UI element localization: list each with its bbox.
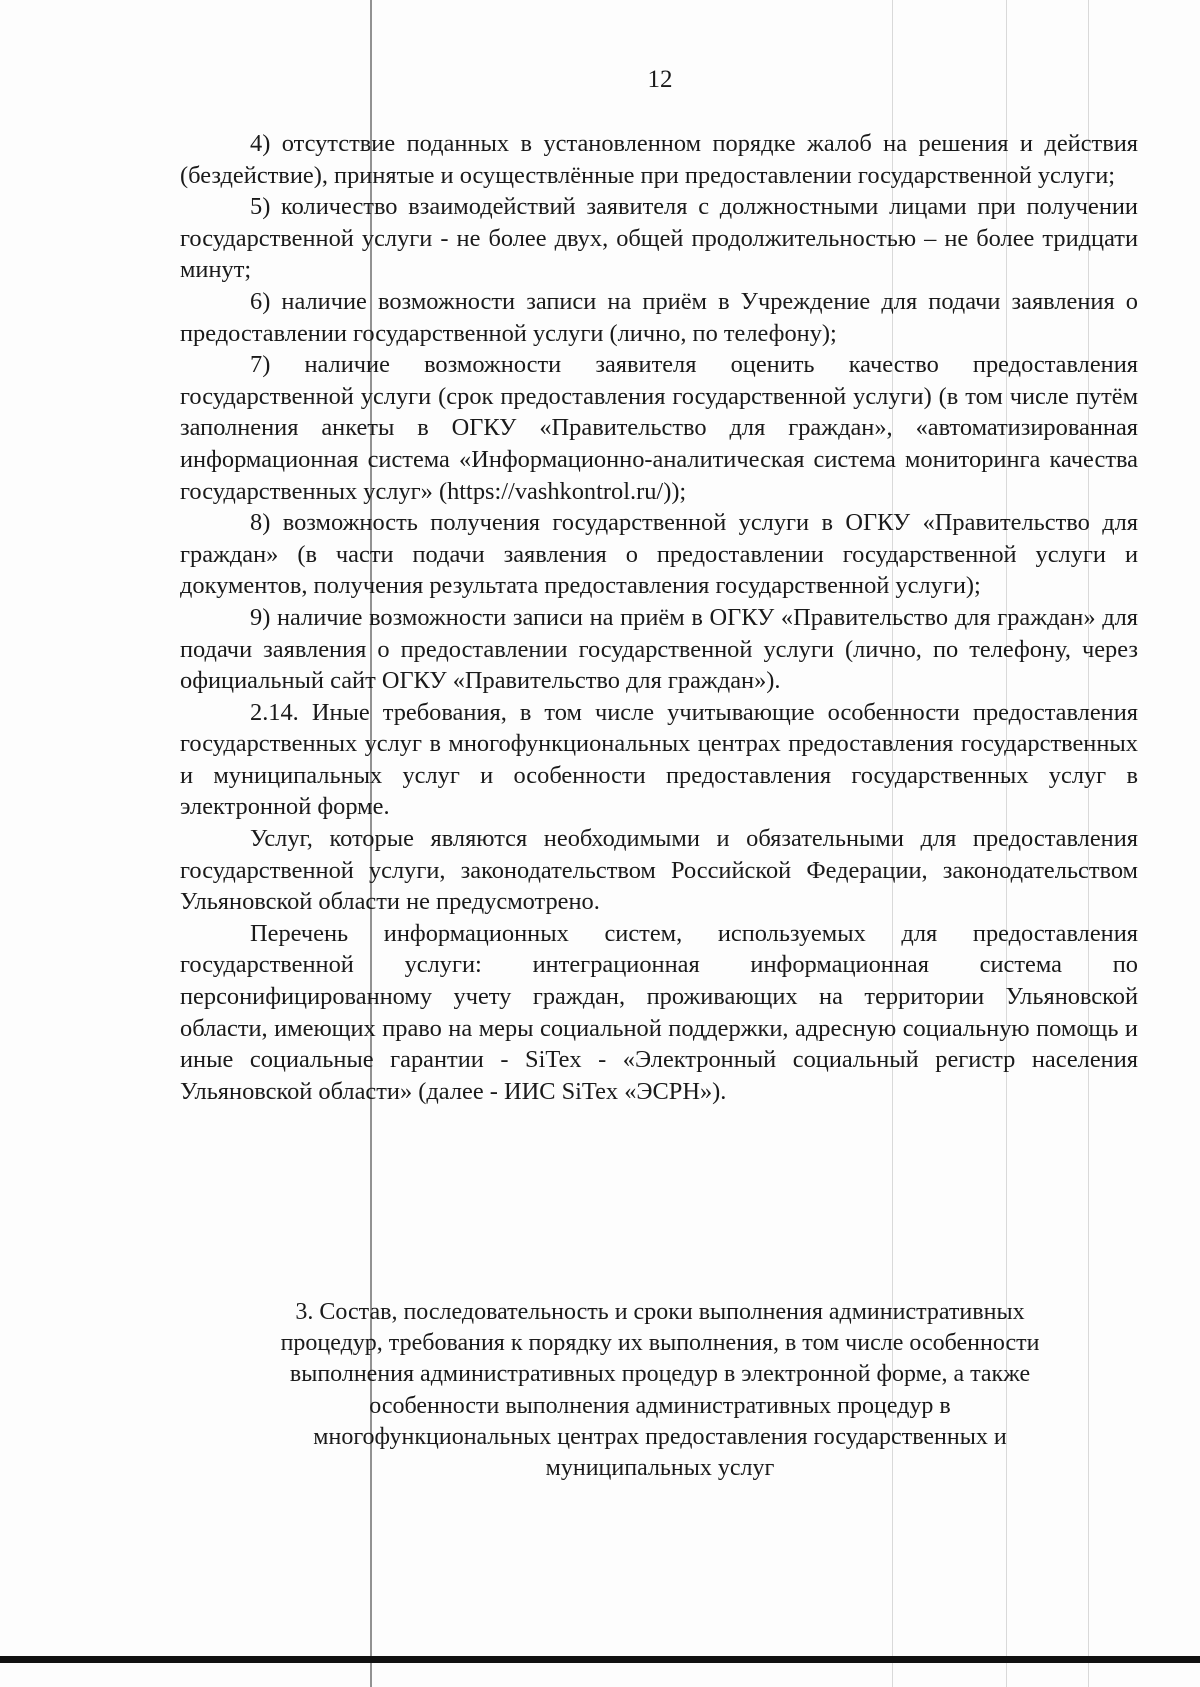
section-3-heading — [210, 1297, 1110, 1484]
heading-line: муниципальных услуг — [545, 1455, 775, 1482]
paragraph-information-systems: Перечень информационных систем, используемых для предоставления государственной услуги: интеграционная информационная система по персонифицированному учету граждан, проживающих на территории Ульяновской области, имеющих право на меры социальной поддержки, адресную социальную помощь и иные социальные гарантии - SiTex - «Электронный социальный регистр населения Ульяновской области» (далее - ИИС SiTex «ЭСРН»). — [180, 919, 1138, 1105]
heading-line: многофункциональных центрах предоставления государственных и — [313, 1423, 1007, 1450]
paragraph-item-9: 9) наличие возможности записи на приём в ОГКУ «Правительство для граждан» для подачи заявления о предоставлении государственной услуги (лично, по телефону, через официальный сайт ОГКУ «Правительство для граждан»). — [180, 603, 1138, 695]
heading-line: процедур, требования к порядку их выполнения, в том числе особенности — [280, 1330, 1040, 1357]
paragraph-services-not-required: Услуг, которые являются необходимыми и обязательными для предоставления государственной услуги, законодательством Российской Федерации, законодательством Ульяновской области не предусмотрено. — [180, 825, 1138, 916]
heading-line: особенности выполнения административных процедур в — [369, 1392, 951, 1419]
scan-bottom-edge — [0, 1656, 1200, 1663]
paragraph-item-8: 8) возможность получения государственной услуги в ОГКУ «Правительство для граждан» (в части подачи заявления о предоставлении государственной услуги и документов, получения результата предоставления государственной услуги); — [180, 509, 1138, 600]
paragraph-item-6: 6) наличие возможности записи на приём в Учреждение для подачи заявления о предоставлении государственной услуги (лично, по телефону); — [180, 287, 1138, 347]
paragraph-item-5: 5) количество взаимодействий заявителя с должностными лицами при получении государственной услуги - не более двух, общей продолжительностью – не более тридцати минут; — [180, 193, 1138, 284]
heading-line: 3. Состав, последовательность и сроки выполнения административных — [295, 1299, 1025, 1325]
paragraph-2-14: 2.14. Иные требования, в том числе учитывающие особенности предоставления государственных услуг в многофункциональных центрах предоставления государственных и муниципальных услуг и особенности предоставления государственных услуг в электронной форме. — [180, 698, 1138, 821]
paragraph-item-7: 7) наличие возможности заявителя оценить качество предоставления государственной услуги (срок предоставления государственной услуги) (в том числе путём заполнения анкеты в ОГКУ «Правительство для граждан», «автоматизированная информационная система «Информационно-аналитическая система мониторинга качества государственных услуг» (https://vashkontrol.ru/)); — [180, 351, 1138, 505]
body-text — [180, 128, 1138, 1107]
heading-line: выполнения административных процедур в электронной форме, а также — [289, 1361, 1031, 1388]
page-number: 12 — [647, 66, 673, 93]
paragraph-item-4: 4) отсутствие поданных в установленном порядке жалоб на решения и действия (бездействие), принятые и осуществлённые при предоставлении государственной услуги; — [180, 130, 1138, 189]
